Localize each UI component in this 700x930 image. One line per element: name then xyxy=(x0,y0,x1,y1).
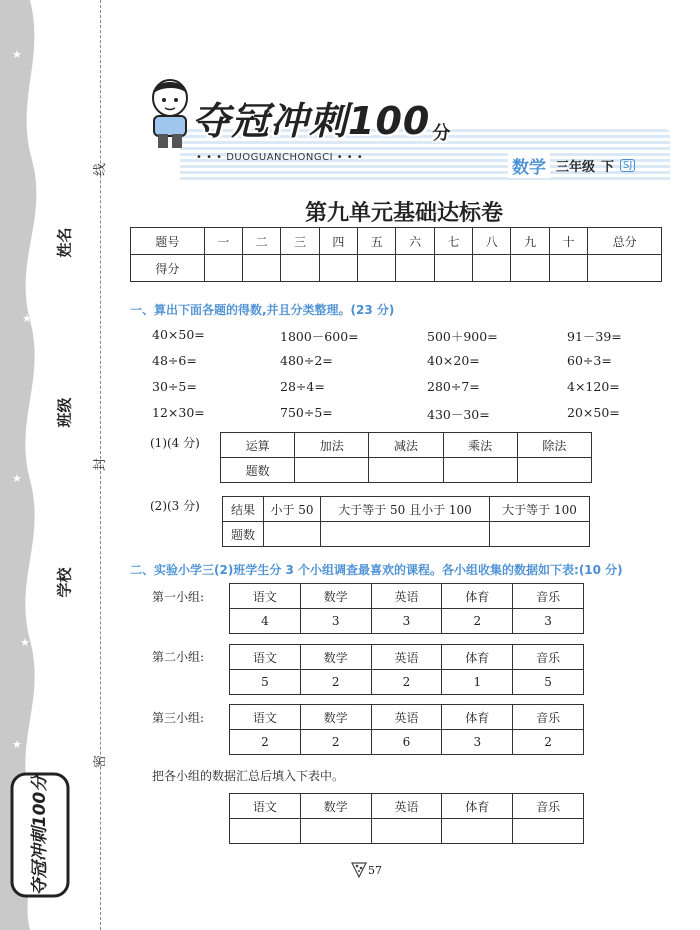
table-cell: 音乐 xyxy=(513,794,584,819)
answer-cell[interactable] xyxy=(443,458,517,483)
group1-table xyxy=(229,583,584,634)
score-input-cell[interactable] xyxy=(434,255,472,282)
star-icon: ★ xyxy=(22,312,32,325)
table-cell: 语文 xyxy=(230,705,301,730)
school-label: 学校 xyxy=(55,567,74,598)
table-cell: 题数 xyxy=(223,522,264,547)
table-cell: 八 xyxy=(473,228,511,255)
name-label: 姓名 xyxy=(55,227,74,258)
table-cell: 英语 xyxy=(371,794,442,819)
table-cell: 二 xyxy=(243,228,281,255)
problem: 40×20= xyxy=(427,353,480,368)
binding-sidebar xyxy=(0,0,112,930)
part1-label: (1)(4 分) xyxy=(150,436,200,450)
seal-label: 封 xyxy=(93,457,109,472)
problem: 20×50= xyxy=(567,405,620,420)
star-icon: ★ xyxy=(20,636,30,649)
star-icon: ★ xyxy=(12,48,22,61)
table-cell: 语文 xyxy=(230,645,301,670)
answer-cell[interactable] xyxy=(490,522,590,547)
table-cell: 2 xyxy=(230,730,301,755)
table-cell: 3 xyxy=(300,609,371,634)
brand-logo-icon xyxy=(4,770,84,900)
section1-heading: 一、算出下面各题的得数,并且分类整理。(23 分) xyxy=(130,303,395,317)
table-cell: 五 xyxy=(358,228,396,255)
table-cell: 英语 xyxy=(371,645,442,670)
answer-cell[interactable] xyxy=(264,522,321,547)
table-cell: 体育 xyxy=(442,794,513,819)
table-cell: 英语 xyxy=(371,705,442,730)
page-title: 第九单元基础达标卷 xyxy=(304,200,503,226)
table-row xyxy=(230,819,584,844)
brand-pinyin: • • • DUOGUANCHONGCI • • • xyxy=(196,152,364,163)
table-cell: 2 xyxy=(371,670,442,695)
table-cell: 体育 xyxy=(442,584,513,609)
score-input-cell[interactable] xyxy=(549,255,587,282)
star-icon: ★ xyxy=(12,738,22,751)
table-cell: 体育 xyxy=(442,705,513,730)
table-cell: 三 xyxy=(281,228,319,255)
score-input-cell[interactable] xyxy=(396,255,434,282)
table-cell: 5 xyxy=(230,670,301,695)
problem: 91－39= xyxy=(567,329,622,344)
part2-label: (2)(3 分) xyxy=(150,499,200,513)
table-cell: 2 xyxy=(300,670,371,695)
table-cell: 4 xyxy=(230,609,301,634)
table-cell: 十 xyxy=(549,228,587,255)
table-cell: 数学 xyxy=(300,705,371,730)
table-cell: 语文 xyxy=(230,584,301,609)
problem: 12×30= xyxy=(152,405,205,420)
problem: 60÷3= xyxy=(567,353,612,368)
table-cell: 运算 xyxy=(221,433,295,458)
score-table xyxy=(130,227,662,282)
summary-instruction: 把各小组的数据汇总后填入下表中。 xyxy=(152,769,345,783)
table-cell: 5 xyxy=(513,670,584,695)
score-input-cell[interactable] xyxy=(204,255,242,282)
table-cell: 大于等于 50 且小于 100 xyxy=(321,497,490,522)
table-cell: 数学 xyxy=(300,584,371,609)
summary-table xyxy=(229,793,584,844)
answer-cell[interactable] xyxy=(517,458,591,483)
table-cell: 小于 50 xyxy=(264,497,321,522)
subject-info xyxy=(508,153,635,178)
table-cell: 数学 xyxy=(300,794,371,819)
answer-cell[interactable] xyxy=(321,522,490,547)
table-cell: 四 xyxy=(319,228,357,255)
problem: 30÷5= xyxy=(152,379,197,394)
table-cell: 英语 xyxy=(371,584,442,609)
page-number: 57 xyxy=(368,864,382,877)
table-cell: 3 xyxy=(513,609,584,634)
class-label: 班级 xyxy=(55,397,74,428)
table-cell: 音乐 xyxy=(513,705,584,730)
table-row xyxy=(221,433,592,458)
table-cell: 总分 xyxy=(588,228,662,255)
score-input-cell[interactable] xyxy=(473,255,511,282)
problem: 480÷2= xyxy=(280,353,333,368)
score-input-cell[interactable] xyxy=(243,255,281,282)
table-cell: 一 xyxy=(204,228,242,255)
problem: 48÷6= xyxy=(152,353,197,368)
group2-label: 第二小组: xyxy=(152,650,205,664)
answer-cell[interactable] xyxy=(369,458,443,483)
operation-table xyxy=(220,432,592,483)
table-cell: 结果 xyxy=(223,497,264,522)
line-label: 线 xyxy=(93,162,109,177)
table-cell: 除法 xyxy=(517,433,591,458)
table-row xyxy=(223,497,590,522)
table-cell: 数学 xyxy=(300,645,371,670)
semester-label: 下 xyxy=(601,160,615,175)
table-cell: 2 xyxy=(300,730,371,755)
table-cell: 大于等于 100 xyxy=(490,497,590,522)
problem: 1800－600= xyxy=(280,329,359,344)
table-row xyxy=(230,730,584,755)
group3-label: 第三小组: xyxy=(152,711,205,725)
table-cell: 6 xyxy=(371,730,442,755)
table-cell: 音乐 xyxy=(513,645,584,670)
table-row xyxy=(230,645,584,670)
table-row xyxy=(230,705,584,730)
score-input-cell[interactable] xyxy=(588,255,662,282)
grade-label: 三年级 xyxy=(556,160,596,175)
table-cell: 得分 xyxy=(131,255,205,282)
boy-mascot-icon xyxy=(140,74,200,154)
table-cell: 七 xyxy=(434,228,472,255)
score-input-cell[interactable] xyxy=(319,255,357,282)
table-cell: 3 xyxy=(371,609,442,634)
edition-badge: SJ xyxy=(620,159,635,172)
pizza-slice-icon xyxy=(350,860,368,878)
star-icon: ★ xyxy=(12,472,22,485)
subject-label: 数学 xyxy=(508,153,550,178)
problem: 750÷5= xyxy=(280,405,333,420)
answer-cell[interactable] xyxy=(300,819,371,844)
table-row xyxy=(230,670,584,695)
problem: 500＋900= xyxy=(427,329,498,344)
table-row xyxy=(230,609,584,634)
table-row xyxy=(131,228,662,255)
problem: 28÷4= xyxy=(280,379,325,394)
problem: 280÷7= xyxy=(427,379,480,394)
table-cell: 1 xyxy=(442,670,513,695)
table-cell: 2 xyxy=(513,730,584,755)
table-cell: 音乐 xyxy=(513,584,584,609)
table-cell: 体育 xyxy=(442,645,513,670)
answer-cell[interactable] xyxy=(230,819,301,844)
problem: 4×120= xyxy=(567,379,620,394)
problem: 430－30= xyxy=(427,407,490,422)
table-cell: 加法 xyxy=(295,433,369,458)
score-input-cell[interactable] xyxy=(511,255,549,282)
table-cell: 六 xyxy=(396,228,434,255)
table-cell: 减法 xyxy=(369,433,443,458)
group2-table xyxy=(229,644,584,695)
table-cell: 语文 xyxy=(230,794,301,819)
table-cell: 题号 xyxy=(131,228,205,255)
score-input-cell[interactable] xyxy=(358,255,396,282)
group1-label: 第一小组: xyxy=(152,590,205,604)
brand-title: 夺冠冲刺100 分 xyxy=(192,99,452,144)
secret-label: 密 xyxy=(93,754,109,769)
table-cell: 3 xyxy=(442,730,513,755)
score-input-cell[interactable] xyxy=(281,255,319,282)
group3-table xyxy=(229,704,584,755)
table-row xyxy=(223,522,590,547)
table-cell: 乘法 xyxy=(443,433,517,458)
table-cell: 2 xyxy=(442,609,513,634)
problem: 40×50= xyxy=(152,327,205,342)
result-table xyxy=(222,496,590,547)
answer-cell[interactable] xyxy=(295,458,369,483)
table-row xyxy=(230,794,584,819)
table-row xyxy=(230,584,584,609)
table-row xyxy=(131,255,662,282)
answer-cell[interactable] xyxy=(371,819,442,844)
sidebar-logo xyxy=(4,770,84,900)
answer-cell[interactable] xyxy=(442,819,513,844)
table-row xyxy=(221,458,592,483)
table-cell: 题数 xyxy=(221,458,295,483)
section2-heading: 二、实验小学三(2)班学生分 3 个小组调查最喜欢的课程。各小组收集的数据如下表:(10 分) xyxy=(130,563,623,577)
answer-cell[interactable] xyxy=(513,819,584,844)
table-cell: 九 xyxy=(511,228,549,255)
svg-text:夺冠冲刺100分: 夺冠冲刺100分 xyxy=(30,774,50,896)
